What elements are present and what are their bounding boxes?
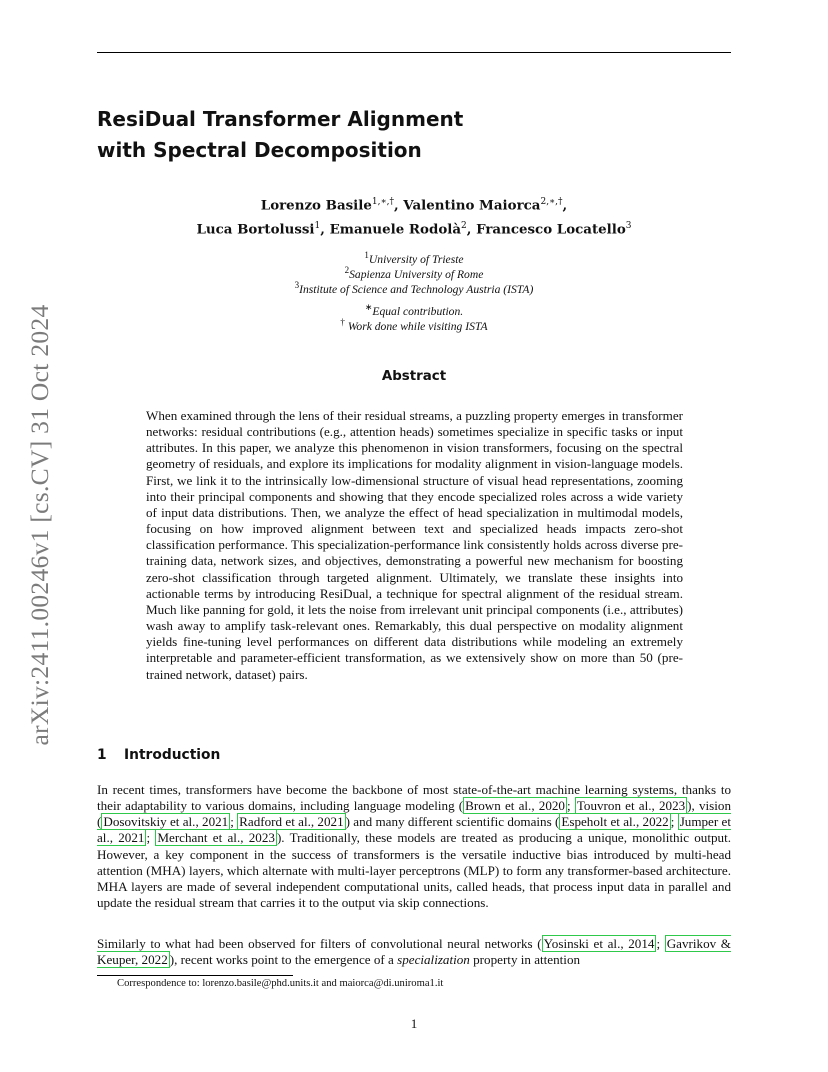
text-run: ; — [230, 814, 238, 830]
affiliation-sup: 2 — [344, 265, 350, 275]
citation-link[interactable]: Gavrikov & Keuper, 2022 — [97, 936, 731, 968]
citation-link[interactable]: Touvron et al., 2023 — [576, 798, 686, 814]
note-text: Equal contribution. — [372, 304, 464, 318]
note-sup: ∗ — [364, 302, 373, 312]
correspondence-footnote: Correspondence to: lorenzo.basile@phd.units.it and maiorca@di.uniroma1.it — [117, 978, 444, 989]
text-run: ), recent works point to the emergence of a — [169, 952, 398, 968]
abstract-text: When examined through the lens of their residual streams, a puzzling property emerges in transformer networks: residual contributions (e.g., attention heads) sometimes specialize in specific tasks or input attributes. In this paper, we analyze this phenomenon in vision transformers, focusing on the spectral geometry of residuals, and explore its implications for modality alignment in vision-language models. First, we link it to the intrinsically low-dimensional structure of visual head representations, zooming into their principal components and showing that they encode specialized roles across a wide variety of input data distributions. Then, we analyze the effect of head specialization in multimodal models, focusing on how improved alignment between text and specialized heads impacts zero-shot classification performance. This specialization-performance link consistently holds across diverse pre-training data, network sizes, and objectives, demonstrating a powerful new mechanism for boosting zero-shot classification through targeted alignment. Ultimately, we translate these insights into actionable terms by introducing ResiDual, a technique for spectral alignment of the residual stream. Much like panning for gold, it lets the noise from irrelevant unit principal components (i.e., attributes) wash away to amplify task-relevant ones. Remarkably, this dual perspective on modality alignment yields fine-tuning level performances on different data distributions while modeling an extremely interpretable and parameter-efficient transformation, as we extensively show on more than 50 (pre-trained network, dataset) pairs. — [146, 408, 683, 682]
top-rule — [97, 52, 731, 53]
text-run: ) and many different scientific domains ( — [345, 814, 560, 830]
page-number: 1 — [410, 1016, 418, 1031]
affiliation-name: Sapienza University of Rome — [349, 267, 484, 281]
text-run: ). Traditionally, these models are treated as producing a unique, monolithic output. However, a key component in the success of transformers is the versatile inductive bias introduced by multi-head attention (MHA) layers, which alternate with multi-layer perceptrons (MLP) to form any transformer-based architecture. MHA layers are made of several independent computational units, called heads, that process input data in parallel and update the residual stream that carries it to the output via skip connections. — [97, 830, 732, 911]
paper-title — [97, 104, 657, 166]
text-run: In recent times, transformers have become the backbone of most state-of-the-art machine learning systems, thanks to their adaptability to various domains, including language modeling ( — [97, 782, 731, 814]
citation-link[interactable]: Brown et al., 2020 — [465, 798, 565, 814]
text-run: ), vision ( — [97, 798, 731, 830]
arxiv-id-text: arXiv:2411.00246v1 [cs.CV] 31 Oct 2024 — [25, 304, 54, 746]
affiliation-sup: 3 — [294, 280, 300, 290]
note-text: Work done while visiting ISTA — [347, 319, 488, 333]
abstract-heading: Abstract — [381, 369, 447, 384]
author-sup: 3 — [625, 221, 632, 231]
intro-paragraph-2 — [97, 936, 731, 968]
intro-paragraph-1 — [97, 782, 731, 911]
author-name: Emanuele Rodolà — [329, 221, 462, 238]
author-sup: 2,∗,† — [540, 197, 563, 207]
author-name: Lorenzo Basile — [260, 197, 372, 214]
citation-link[interactable]: Dosovitskiy et al., 2021 — [103, 814, 229, 830]
text-run: ; — [656, 936, 665, 951]
author-sup: 1 — [314, 221, 321, 231]
author-name: Francesco Locatello — [476, 221, 626, 238]
affiliation-sup: 1 — [364, 250, 369, 260]
footnote-rule — [97, 975, 293, 976]
text-run: ; — [670, 814, 678, 830]
text-run: Similarly to what had been observed for filters of convolutional neural networks ( — [97, 936, 542, 951]
citation-link[interactable]: Merchant et al., 2023 — [157, 830, 275, 846]
emphasis: specialization — [397, 952, 470, 968]
citation-link[interactable]: Jumper et al., 2021 — [97, 814, 731, 846]
text-run: ; — [566, 798, 575, 814]
author-sup: 1,∗,† — [371, 197, 394, 207]
citation-link[interactable]: Radford et al., 2021 — [239, 814, 344, 830]
equal-contribution-note — [0, 302, 828, 318]
note-sup: † — [340, 317, 345, 327]
title-line-2: with Spectral Decomposition — [97, 138, 422, 162]
section-heading — [97, 747, 220, 763]
affiliation-name: Institute of Science and Technology Austria (ISTA) — [299, 282, 534, 296]
text-run: ; — [146, 830, 156, 846]
affiliation-name: University of Trieste — [368, 252, 464, 266]
author-line-2: Luca Bortolussi$^1$, Emanuele Rodolà$^2$, Francesco Locatello$^3$ — [196, 221, 632, 238]
title-line-1: ResiDual Transformer Alignment — [97, 107, 464, 131]
visit-note — [0, 317, 828, 333]
affiliation-3 — [0, 280, 828, 296]
text-run: property in attention — [469, 952, 581, 968]
affiliation-2 — [0, 265, 828, 281]
author-name: Luca Bortolussi — [196, 221, 315, 238]
author-name: Valentino Maiorca — [403, 197, 541, 214]
author-line-1: Lorenzo Basile$^{1,∗,\dagger}$, Valentino Maiorca$^{2,∗,\dagger}$, — [260, 197, 568, 214]
citation-link[interactable]: Espeholt et al., 2022 — [561, 814, 669, 830]
citation-link[interactable]: Yosinski et al., 2014 — [543, 936, 655, 951]
author-sup: 2 — [461, 221, 467, 231]
affiliation-1 — [0, 250, 828, 266]
section-number: 1 — [97, 747, 107, 763]
section-title: Introduction — [124, 747, 221, 763]
